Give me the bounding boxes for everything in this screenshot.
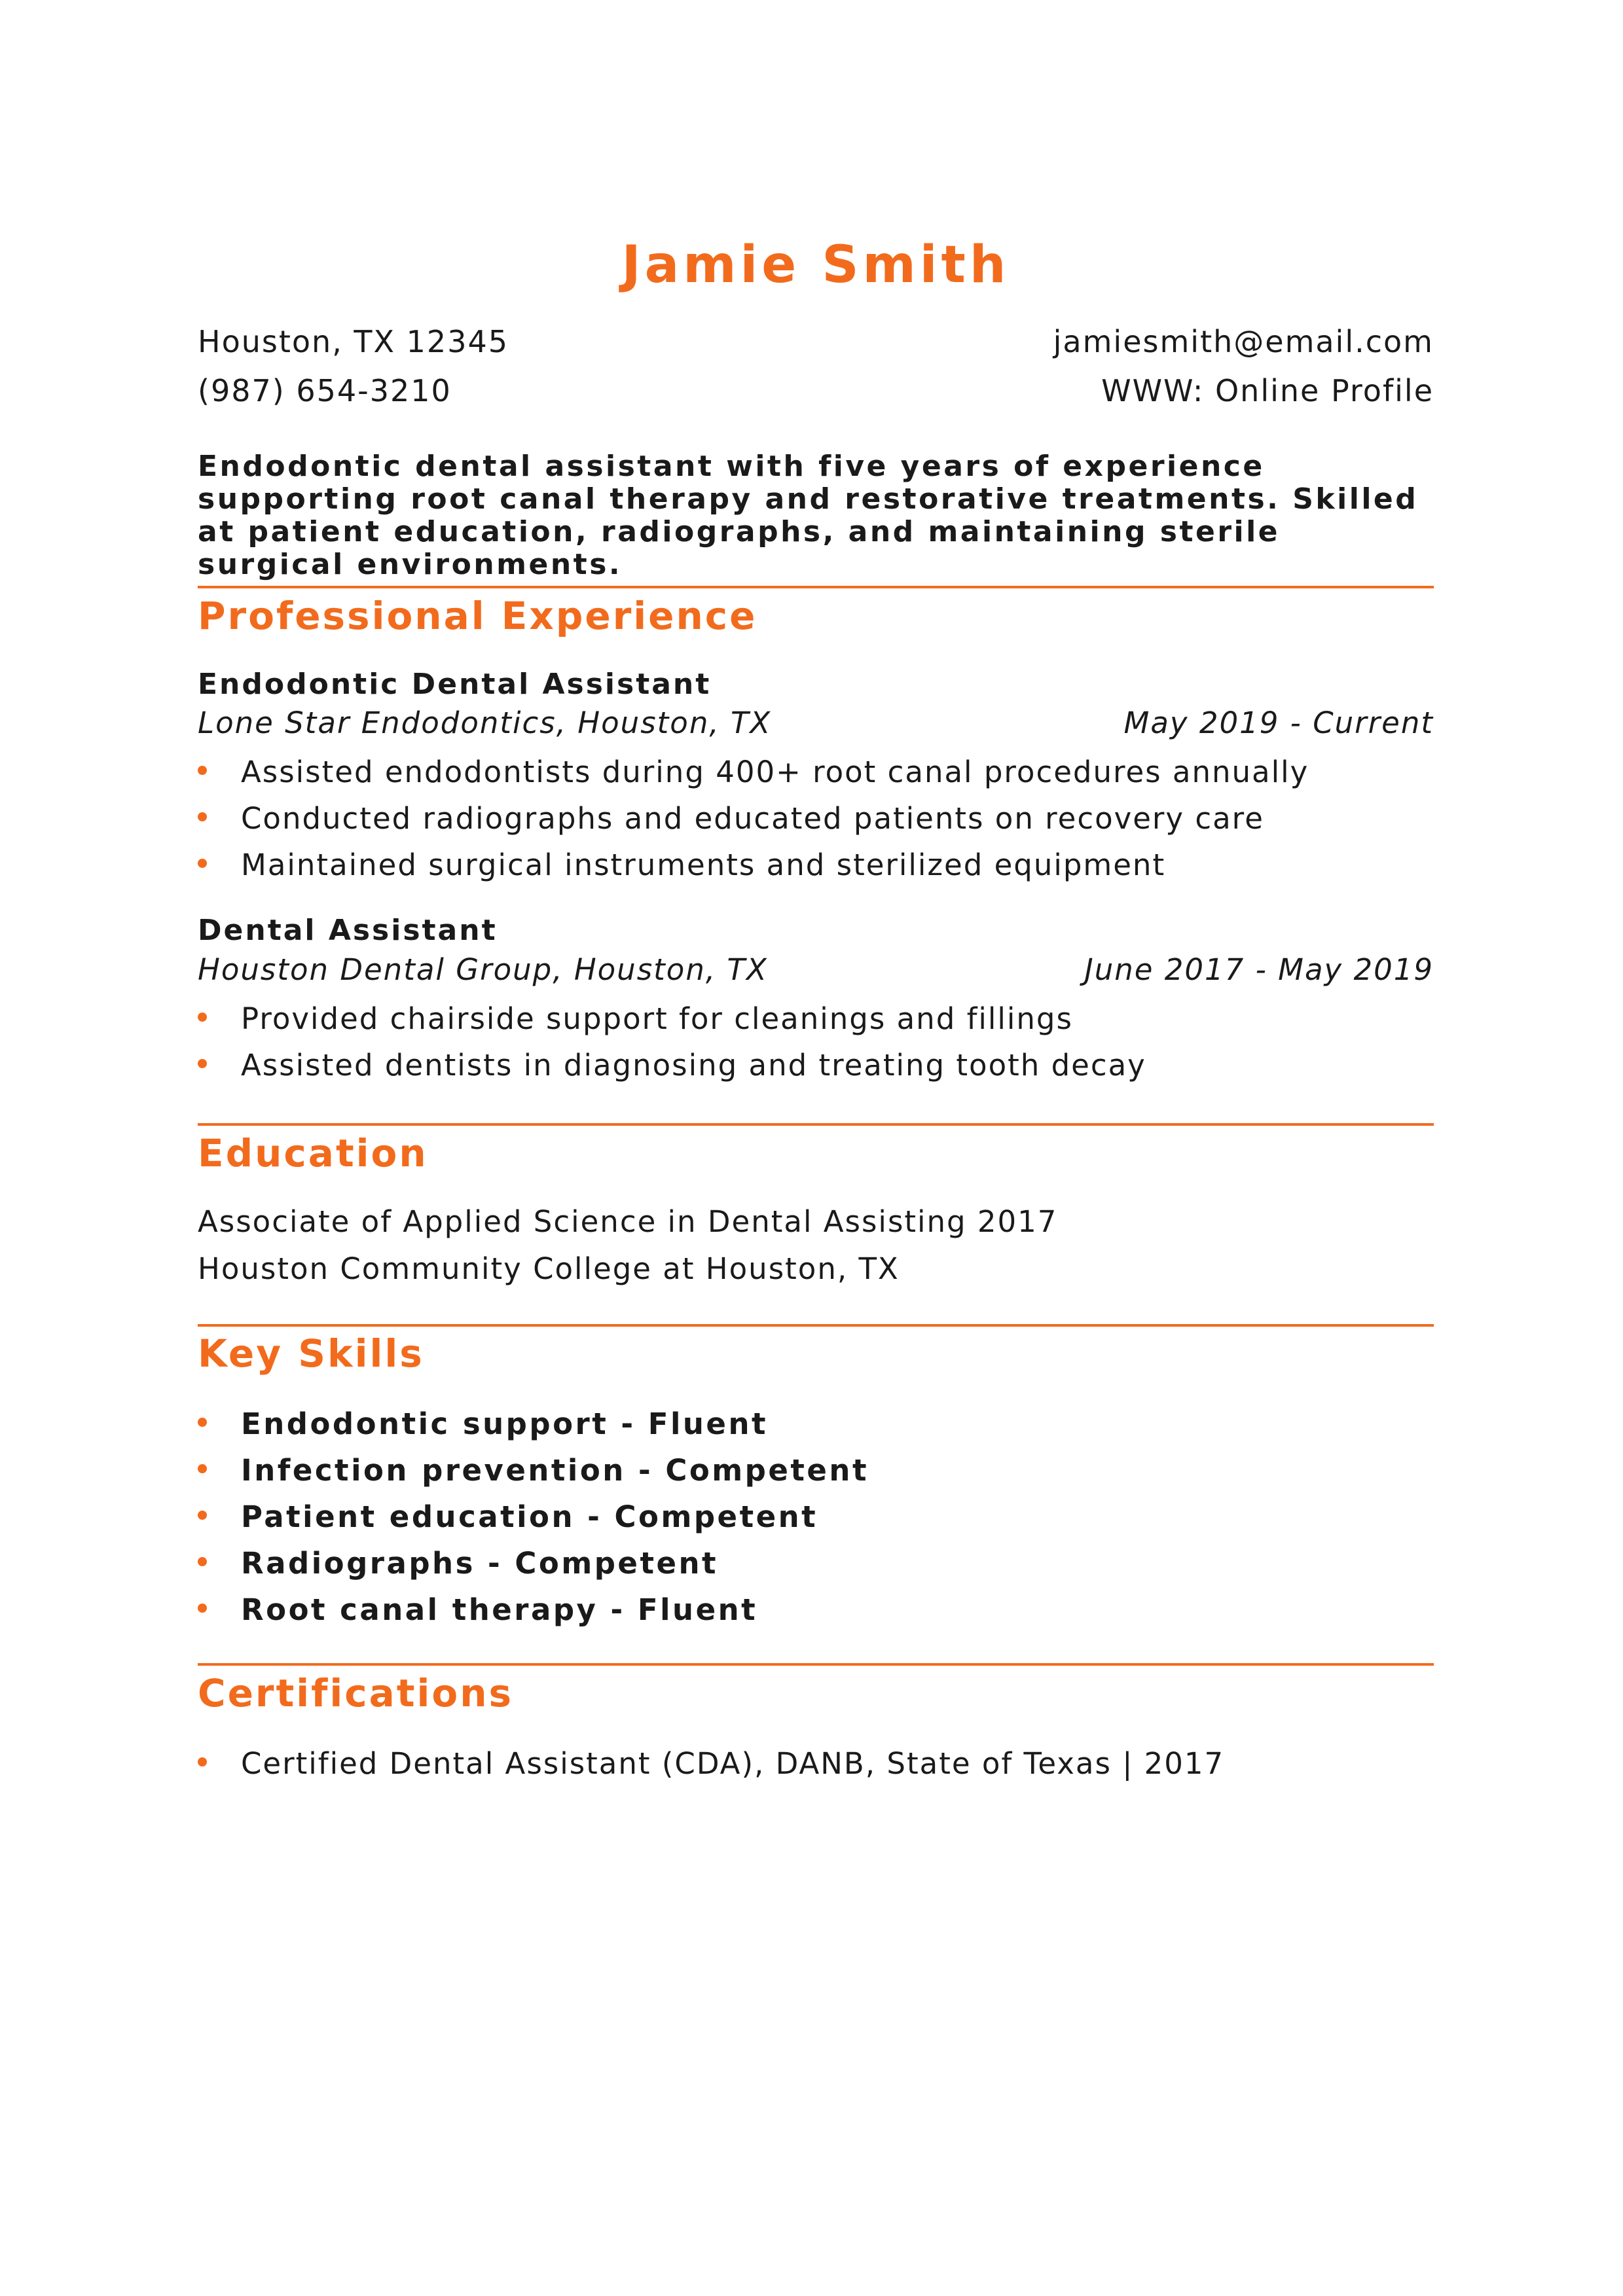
list-item (198, 846, 1434, 892)
job-bullets (198, 753, 1434, 892)
bullet-dot-icon (198, 1464, 207, 1473)
bullet-dot-icon (198, 1757, 207, 1767)
bullet-text: Maintained surgical instruments and sterilized equipment (241, 848, 1166, 882)
list-item (198, 1744, 1434, 1791)
list-item (198, 753, 1434, 799)
job-dates: June 2017 - May 2019 (1084, 952, 1434, 987)
job-meta (198, 952, 1434, 987)
skill-text: Endodontic support - Fluent (241, 1407, 768, 1441)
section-divider (198, 586, 1434, 588)
email-link[interactable]: jamiesmith@email.com (1053, 324, 1434, 359)
contact-row-1 (198, 324, 1434, 359)
education-degree: Associate of Applied Science in Dental Assisting 2017 (198, 1204, 1058, 1239)
bullet-dot-icon (198, 1557, 207, 1566)
list-item (198, 1451, 1434, 1498)
bullet-dot-icon (198, 766, 207, 775)
section-title-education: Education (198, 1131, 428, 1175)
website-link[interactable]: WWW: Online Profile (1101, 373, 1434, 408)
bullet-dot-icon (198, 1013, 207, 1022)
section-divider (198, 1324, 1434, 1327)
bullet-dot-icon (198, 1418, 207, 1427)
section-divider (198, 1663, 1434, 1666)
skill-text: Radiographs - Competent (241, 1546, 719, 1581)
bullet-text: Assisted endodontists during 400+ root canal procedures annually (241, 755, 1309, 789)
job-company: Houston Dental Group, Houston, TX (198, 952, 768, 987)
bullet-text: Conducted radiographs and educated patients on recovery care (241, 801, 1264, 836)
phone: (987) 654-3210 (198, 373, 452, 408)
contact-row-2 (198, 373, 1434, 408)
list-item (198, 999, 1434, 1046)
section-divider (198, 1123, 1434, 1126)
bullet-dot-icon (198, 1511, 207, 1520)
section-title-certifications: Certifications (198, 1671, 514, 1715)
list-item (198, 799, 1434, 846)
skill-text: Root canal therapy - Fluent (241, 1592, 758, 1627)
section-title-experience: Professional Experience (198, 594, 757, 638)
summary: Endodontic dental assistant with five years of experience supporting root canal therapy and restorative treatments. Skilled at patient education, radiographs, and maintaining sterile surgical environments. (198, 450, 1419, 581)
bullet-dot-icon (198, 1604, 207, 1613)
bullet-dot-icon (198, 859, 207, 868)
skills-list (198, 1405, 1434, 1637)
job-dates: May 2019 - Current (1123, 706, 1434, 740)
bullet-dot-icon (198, 812, 207, 821)
bullet-text: Assisted dentists in diagnosing and treating tooth decay (241, 1048, 1146, 1083)
education-school: Houston Community College at Houston, TX (198, 1251, 900, 1286)
list-item (198, 1405, 1434, 1451)
bullet-text: Provided chairside support for cleanings and fillings (241, 1001, 1073, 1036)
skill-text: Patient education - Competent (241, 1499, 818, 1534)
job-bullets (198, 999, 1434, 1092)
list-item (198, 1046, 1434, 1092)
certifications-list (198, 1744, 1434, 1791)
job-company: Lone Star Endodontics, Houston, TX (198, 706, 772, 740)
bullet-dot-icon (198, 1059, 207, 1068)
job-meta (198, 706, 1434, 740)
certification-text: Certified Dental Assistant (CDA), DANB, State of Texas | 2017 (241, 1746, 1225, 1781)
address: Houston, TX 12345 (198, 324, 509, 359)
job-title: Dental Assistant (198, 914, 498, 947)
list-item (198, 1544, 1434, 1590)
list-item (198, 1590, 1434, 1637)
candidate-name: Jamie Smith (621, 236, 1010, 295)
section-title-skills: Key Skills (198, 1331, 424, 1376)
skill-text: Infection prevention - Competent (241, 1453, 869, 1488)
job-title: Endodontic Dental Assistant (198, 668, 712, 701)
list-item (198, 1498, 1434, 1544)
